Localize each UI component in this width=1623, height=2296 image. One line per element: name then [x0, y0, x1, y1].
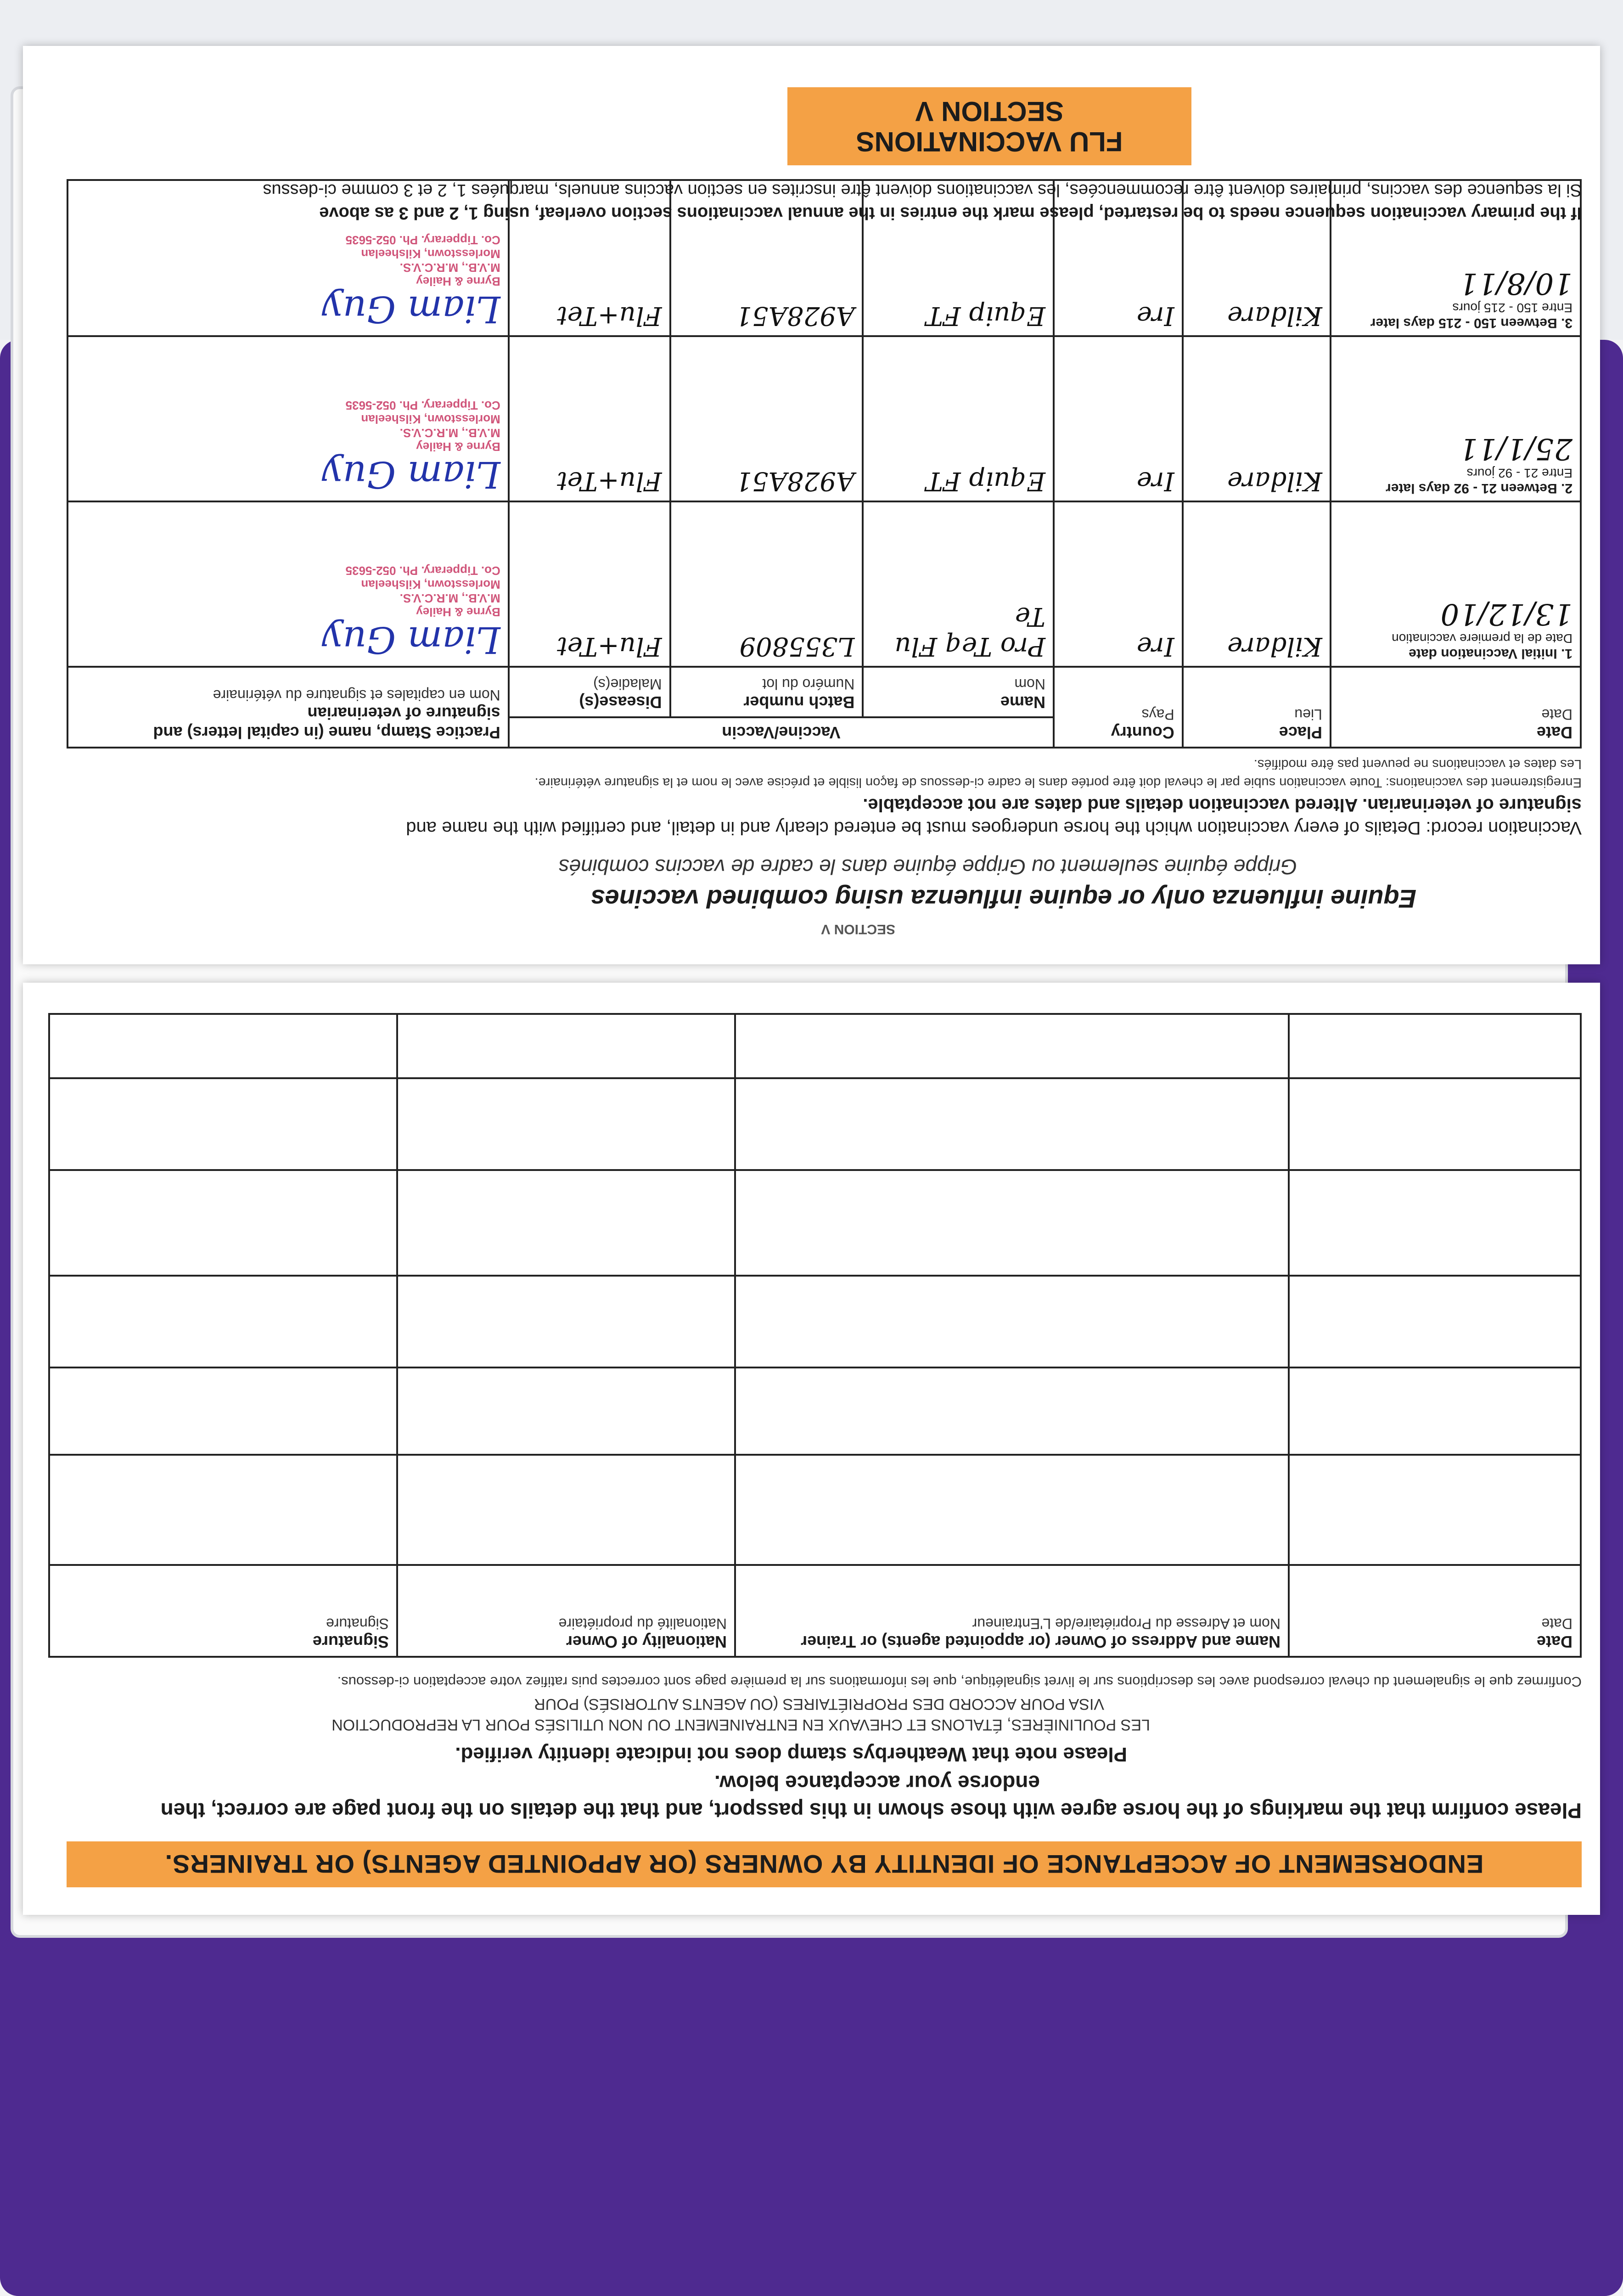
- col-owner-header: Name and Address of Owner (or appointed agents) or Trainer Nom et Adresse du Propriétaire/de L'Entraineur: [735, 1565, 1289, 1657]
- sequence-note: If the primary vaccination sequence needs to be restarted, please mark the entries in the annual vaccinations section overleaf, using 1, 2 and 3 as above: [319, 203, 1582, 223]
- practice-stamp: Byrne & Hailey M.V.B., M.R.C.V.S. Morlesstown, Kilsheelan Co. Tipperary. Ph. 052-5635: [345, 233, 500, 288]
- flu-col-name: Name Nom: [863, 667, 1054, 717]
- weatherbys-note: Please note that Weatherbys stamp does not indicate identity verified.: [455, 1743, 1127, 1766]
- flu-col-country: Country Pays: [1054, 667, 1183, 748]
- record-fr-1: Enregistrement des vaccinations: Toute vaccination subie par le cheval doit être portée dans le cadre ci-dessous de façon lisible et précise avec le nom et la signature vétérinaire.: [534, 775, 1582, 790]
- endorsement-fr-3: Confirmez que le signalement du cheval correspond avec les descriptions sur le livret signalétique, que les informations sur la première page sont correctes puis ratifiez votre acceptation ci-dessous.: [337, 1674, 1582, 1690]
- flu-vaccinations-tab: [787, 87, 1191, 165]
- endorsement-table: [48, 1013, 1582, 1658]
- flu-tab-title: FLU VACCINATIONS: [856, 126, 1123, 157]
- section-label: SECTION V: [821, 922, 895, 937]
- vaccination-row-1[interactable]: 1. Initial Vaccination date Date de la premiere vaccination 13/12/10 Kildare Ire Pro Teq Flu Te L355809 Flu+Tet Liam Guy Byrne & Hailey M.V.B., M.R.C.V.S. Morlesstown, Kilsheelan Co. Tipperary. Ph. 052-5635: [67, 501, 1581, 667]
- col-date-header: Date Date: [1289, 1565, 1581, 1657]
- vaccination-date: 10/8/11: [1459, 266, 1572, 300]
- record-line-2: signature of veterinarian. Altered vaccination details and dates are not acceptable.: [863, 795, 1582, 815]
- col-signature-header: Signature Signature: [49, 1565, 397, 1657]
- flu-vaccination-table: [67, 179, 1582, 748]
- record-line-1: Vaccination record: Details of every vaccination which the horse undergoes must be entered clearly and in detail, and certified with the name and: [406, 818, 1582, 838]
- endorsement-fr-2: VISA POUR ACCORD DES PROPRIÉTAIRES (OU AGENTS AUTORISÉS) POUR: [534, 1695, 1104, 1713]
- vaccination-date: 25/1/11: [1459, 432, 1572, 466]
- row-date-cell: 1. Initial Vaccination date Date de la premiere vaccination 13/12/10: [1331, 501, 1581, 667]
- vet-signature: Liam Guy: [322, 288, 500, 331]
- flu-vaccination-page: [23, 46, 1600, 964]
- flu-heading: Equine influenza only or equine influenza using combined vaccines: [590, 884, 1416, 913]
- endorsement-instruction-2: endorse your acceptance below.: [714, 1771, 1040, 1795]
- vaccine-group-header: Vaccine/Vaccin: [509, 717, 1054, 748]
- vet-signature: Liam Guy: [322, 619, 500, 661]
- table-row[interactable]: [49, 1170, 1581, 1276]
- flu-col-batch: Batch number Numéro du lot: [670, 667, 863, 717]
- endorsement-page: [23, 983, 1600, 1915]
- table-row[interactable]: [49, 1078, 1581, 1170]
- table-row[interactable]: [49, 1367, 1581, 1455]
- vet-stamp-cell: [67, 336, 509, 501]
- endorsement-title: ENDORSEMENT OF ACCEPTANCE OF IDENTITY BY OWNERS (OR APPOINTED AGENTS) OR TRAINERS.: [67, 1841, 1582, 1887]
- practice-stamp: Byrne & Hailey M.V.B., M.R.C.V.S. Morlesstown, Kilsheelan Co. Tipperary. Ph. 052-5635: [345, 564, 500, 619]
- flu-col-date: Date Date: [1331, 667, 1581, 748]
- flu-col-place: Place Lieu: [1183, 667, 1331, 748]
- col-nationality-header: Nationality of Owner Nationalité du propriétaire: [397, 1565, 735, 1657]
- table-row[interactable]: [49, 1276, 1581, 1367]
- flu-tab-section: SECTION V: [915, 96, 1064, 127]
- row-date-cell: 2. Between 21 - 92 days later Entre 21 - 92 jours 25/1/11: [1331, 336, 1581, 501]
- table-row[interactable]: [49, 1014, 1581, 1078]
- row-date-cell: 3. Between 150 - 215 days later Entre 150 - 215 jours 10/8/11: [1331, 180, 1581, 336]
- vet-signature: Liam Guy: [322, 453, 500, 496]
- flu-col-vet: Practice Stamp, name (in capital letters) and signature of veterinarian Nom en capitales et signature du vétérinaire: [67, 667, 509, 748]
- vet-stamp-cell: [67, 501, 509, 667]
- practice-stamp: Byrne & Hailey M.V.B., M.R.C.V.S. Morlesstown, Kilsheelan Co. Tipperary. Ph. 052-5635: [345, 399, 500, 454]
- flu-col-disease: Disease(s) Maladie(s): [509, 667, 670, 717]
- record-fr-2: Les dates et vaccinations ne peuvent pas être modifiés.: [1253, 757, 1582, 771]
- endorsement-fr-1: LES POULINIÈRES, ÉTALONS ET CHEVAUX EN ENTRAINEMENT OU NON UTILISÉS POUR LA REPRODUCTION: [331, 1716, 1150, 1733]
- vaccination-date: 13/12/10: [1440, 597, 1572, 631]
- endorsement-instruction-1: Please confirm that the markings of the horse agree with those shown in this passport, and that the details on the front page are correct, then: [160, 1799, 1582, 1823]
- table-row[interactable]: [49, 1455, 1581, 1565]
- vaccination-row-3[interactable]: 3. Between 150 - 215 days later Entre 150 - 215 jours 10/8/11 Kildare Ire Equip FT A928A51 Flu+Tet Liam Guy Byrne & Hailey M.V.B., M.R.C.V.S. Morlesstown, Kilsheelan Co. Tipperary. Ph. 052-5635: [67, 180, 1581, 336]
- sequence-note-fr: Si la sequence des vaccins, primaires doivent être recommencées, les vaccinations doivent être inscrites en section vaccins annuels, marquées 1, 2 et 3 comme ci-dessus: [263, 180, 1582, 200]
- flu-heading-fr: Grippe équine seulement ou Grippe équine dans le cadre de vaccins combinés: [558, 855, 1297, 879]
- vaccination-row-2[interactable]: 2. Between 21 - 92 days later Entre 21 - 92 jours 25/1/11 Kildare Ire Equip FT A928A51 Flu+Tet Liam Guy Byrne & Hailey M.V.B., M.R.C.V.S. Morlesstown, Kilsheelan Co. Tipperary. Ph. 052-5635: [67, 336, 1581, 501]
